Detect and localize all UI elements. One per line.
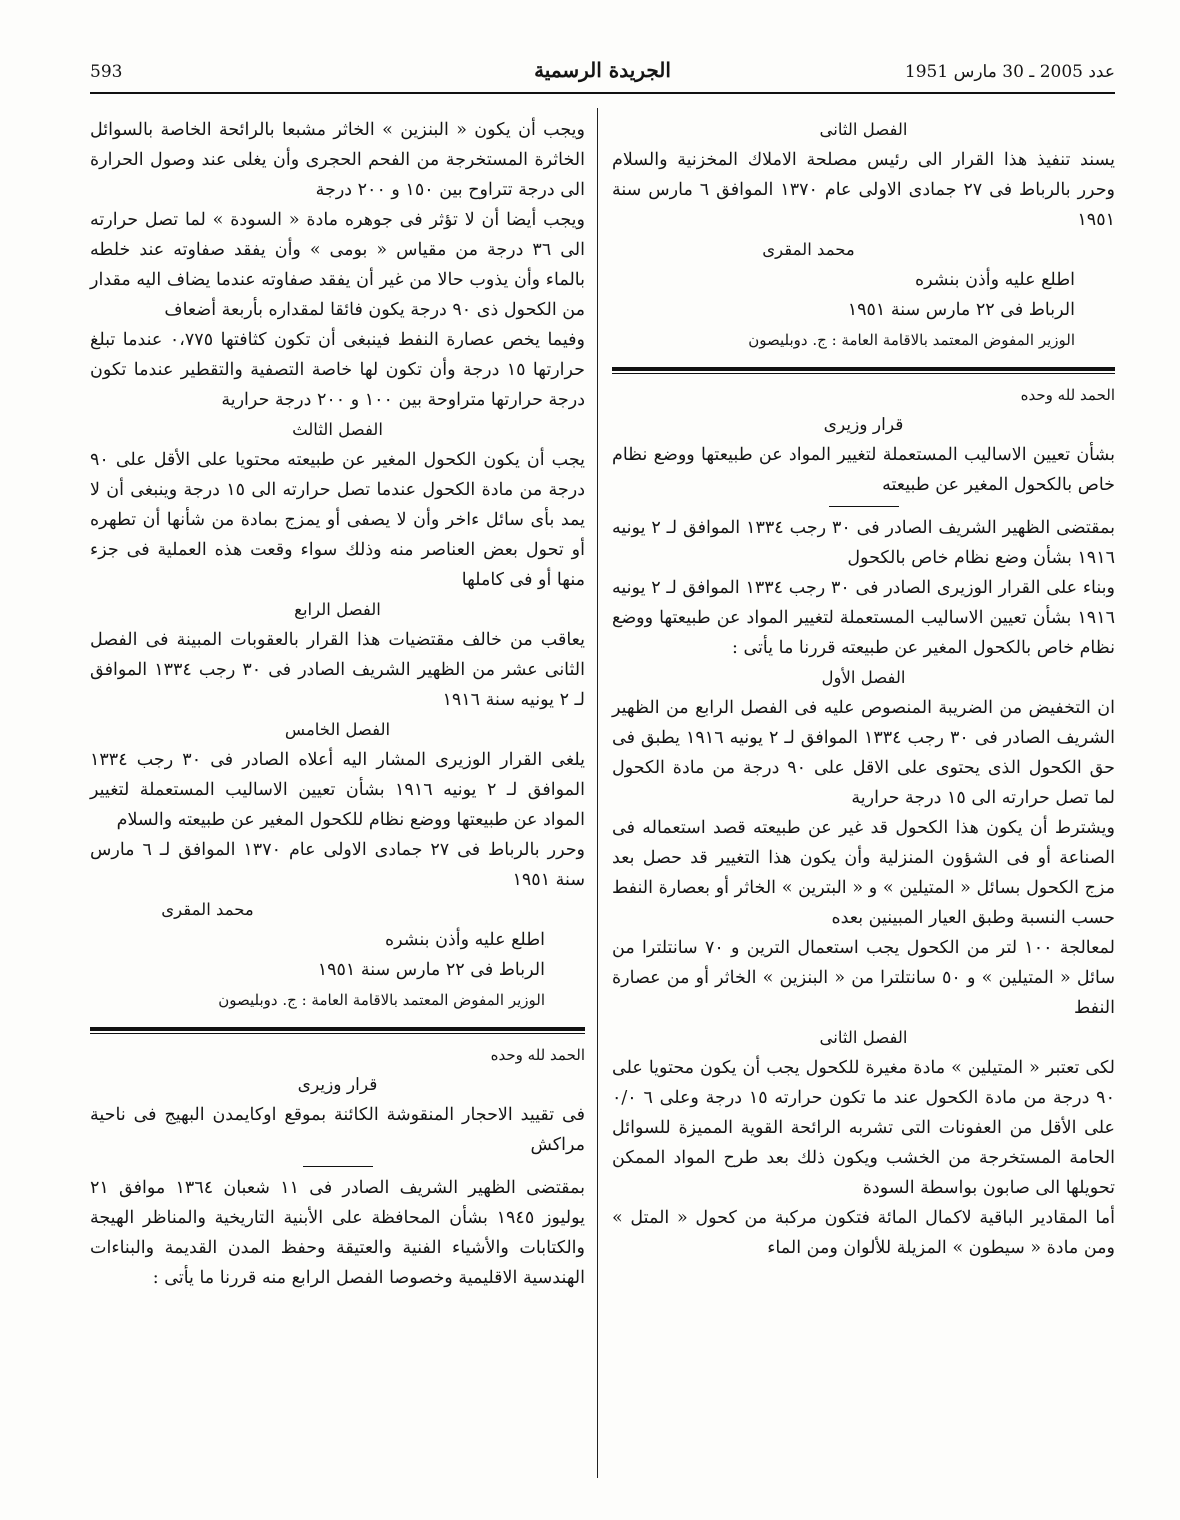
- page-number: 593: [90, 62, 123, 82]
- approval-date: الرباط فى ٢٢ مارس سنة ١٩٥١: [317, 960, 545, 980]
- paragraph: يجب أن يكون الكحول المغير عن طبيعته محتويا على الأقل على ٩٠ درجة من مادة الكحول عندما تصل حرارته الى ١٥ درجة وينبغى أن لا يمد بأى سائل ءاخر وأن لا يصفى أو يمزج بمادة من شأنها أن تطهره أو تحول بعض العناصر منه وذلك سواء وقعت هذه العملية فى جزء منها أو فى كاملها: [90, 450, 585, 590]
- invocation: الحمد لله وحده: [1020, 386, 1115, 404]
- invocation: الحمد لله وحده: [490, 1046, 585, 1064]
- preamble: بمقتضى الظهير الشريف الصادر فى ١١ شعبان ١٣٦٤ موافق ٢١ يوليوز ١٩٤٥ بشأن المحافظة على الأبنية التاريخية والمناظر الهيجة والكتابات والأشياء الفنية والعتيقة وحفظ المدن القديمة والبناءات الهندسية الاقليمية وخصوصا الفصل الرابع منه قررنا ما يأتى :: [90, 1178, 585, 1288]
- preamble: بمقتضى الظهير الشريف الصادر فى ٣٠ رجب ١٣٣٤ الموافق لـ ٢ يونيه ١٩١٦ بشأن وضع نظام خاص بالكحول: [612, 518, 1115, 568]
- paragraph: ويجب أيضا أن لا تؤثر فى جوهره مادة « السودة » لما تصل حرارته الى ٣٦ درجة من مقياس « بومى » وأن يفقد صفاوته عند خلطه بالماء وأن يذوب حالا من غير أن يفقد صفاوته عندما يضاف اليه مقدار من الكحول ذى ٩٠ درجة يكون فائقا لمقداره بأربعة أضعاف: [90, 210, 586, 320]
- section-title: الفصل الخامس: [284, 720, 391, 739]
- signer-name: محمد المقرى: [161, 900, 254, 919]
- dated-line: وحرر بالرباط فى ٢٧ جمادى الاولى عام ١٣٧٠ الموافق لـ ٦ مارس سنة ١٩٥١: [90, 840, 585, 890]
- paragraph: لمعالجة ١٠٠ لتر من الكحول يجب استعمال الترين و ٧٠ سانتلترا من سائل « المتيلين » و ٥٠ سانتلترا من « البنزين » الخاثر أو من عصارة النفط: [612, 938, 1115, 1018]
- paragraph: يعاقب من خالف مقتضيات هذا القرار بالعقوبات المبينة فى الفصل الثانى عشر من الظهير الشريف الصادر فى ٣٠ رجب ١٣٣٤ الموافق لـ ٢ يونيه سنة ١٩١٦: [90, 630, 585, 710]
- decree-separator: [90, 1027, 585, 1034]
- section-title: الفصل الثانى: [819, 1028, 908, 1047]
- section-title: الفصل الثانى: [819, 120, 908, 139]
- gazette-title: الجريدة الرسمية: [534, 58, 671, 82]
- paragraph: لكى تعتبر « المتيلين » مادة مغيرة للكحول يجب أن يكون محتويا على ٩٠ درجة من مادة الكحول عند ما تكون حرارته ١٥ درجة وعلى ٦ ٠/٠ على الأقل من العفونات التى تشربه الرائحة القوية المميزة للسوائل الحامة المستخرجة من الخشب ويكون ذلك بعد طرح المواد الممكن تحويلها الى صابون بواسطة السودة: [612, 1058, 1115, 1198]
- paragraph: ان التخفيض من الضريبة المنصوص عليه فى الفصل الرابع من الظهير الشريف الصادر فى ٣٠ رجب ١٣٣٤ الموافق لـ ٢ يونيه ١٩١٦ يطبق فى حق الكحول الذى يحتوى على الاقل على ٩٠ درجة من مادة الكحول لما تصل حرارته الى ١٥ درجة حرارية: [612, 698, 1116, 808]
- minister-line: الوزير المفوض المعتمد بالاقامة العامة : ج. دوبليصون: [218, 991, 545, 1009]
- preamble: وبناء على القرار الوزيرى الصادر فى ٣٠ رجب ١٣٣٤ الموافق لـ ٢ يونيه ١٩١٦ بشأن تعيين الاساليب المستعملة لتغيير المواد عن طبيعتها ووضع نظام خاص بالكحول المغير عن طبيعته قررنا ما يأتى :: [612, 578, 1115, 658]
- section-title: الفصل الرابع: [294, 600, 381, 619]
- column-divider: [597, 108, 598, 1478]
- paragraph: وفيما يخص عصارة النفط فينبغى أن تكون كثافتها ٠،٧٧٥ عندما تبلغ حرارتها ١٥ درجة وأن تكون لها خاصة التصفية والتقطير عندما تكون درجة حرارتها متراوحة بين ١٠٠ و ٢٠٠ درجة حرارية: [90, 330, 585, 410]
- decree-heading: قرار وزيرى: [297, 1075, 378, 1095]
- decree-separator: [612, 367, 1115, 374]
- paragraph: ويجب أن يكون « البنزين » الخاثر مشبعا بالرائحة الخاصة بالسوائل الخاثرة المستخرجة من الفحم الحجرى وأن يغلى عند وصول الحرارة الى درجة تتراوح بين ١٥٠ و ٢٠٠ درجة: [90, 120, 585, 200]
- header-rule: [90, 92, 1115, 94]
- approval-line: اطلع عليه وأذن بنشره: [384, 930, 545, 950]
- paragraph: يلغى القرار الوزيرى المشار اليه أعلاه الصادر فى ٣٠ رجب ١٣٣٤ الموافق لـ ٢ يونيه ١٩١٦ بشأن تعيين الاساليب المستعملة لتغيير المواد عن طبيعتها ووضع نظام للكحول المغير عن طبيعته والسلام: [90, 750, 586, 830]
- left-column: [90, 115, 585, 1293]
- signer-name: محمد المقرى: [762, 240, 855, 259]
- right-column: [612, 115, 1115, 1263]
- section-title: الفصل الأول: [821, 668, 906, 687]
- short-rule: [303, 1166, 373, 1167]
- minister-line: الوزير المفوض المعتمد بالاقامة العامة : ج. دوبليصون: [748, 331, 1075, 349]
- decree-subject: بشأن تعيين الاساليب المستعملة لتغيير المواد عن طبيعتها ووضع نظام خاص بالكحول المغير عن طبيعته: [612, 445, 1115, 495]
- issue-info: عدد 2005 ـ 30 مارس 1951: [904, 62, 1115, 82]
- section-title: الفصل الثالث: [292, 420, 383, 439]
- approval-date: الرباط فى ٢٢ مارس سنة ١٩٥١: [847, 300, 1075, 320]
- paragraph: ويشترط أن يكون هذا الكحول قد غير عن طبيعته قصد استعماله فى الصناعة أو فى الشؤون المنزلية وأن يكون هذا التغيير قد حصل بعد مزج الكحول بسائل « المتيلين » و « البترين » الخاثر أو بعصارة النفط حسب النسبة وطبق العيار المبينين بعده: [612, 818, 1115, 928]
- paragraph: يسند تنفيذ هذا القرار الى رئيس مصلحة الاملاك المخزنية والسلام وحرر بالرباط فى ٢٧ جمادى الاولى عام ١٣٧٠ الموافق ٦ مارس سنة ١٩٥١: [612, 150, 1115, 230]
- decree-subject: فى تقييد الاحجار المنقوشة الكائنة بموقع اوكايمدن البهيج فى ناحية مراكش: [90, 1105, 585, 1155]
- paragraph: أما المقادير الباقية لاكمال المائة فتكون مركبة من كحول « المتل » ومن مادة « سيطون » المزيلة للألوان ومن الماء: [612, 1208, 1115, 1258]
- decree-heading: قرار وزيرى: [823, 415, 904, 435]
- page-header: [90, 58, 1115, 88]
- short-rule: [829, 506, 899, 507]
- approval-line: اطلع عليه وأذن بنشره: [914, 270, 1075, 290]
